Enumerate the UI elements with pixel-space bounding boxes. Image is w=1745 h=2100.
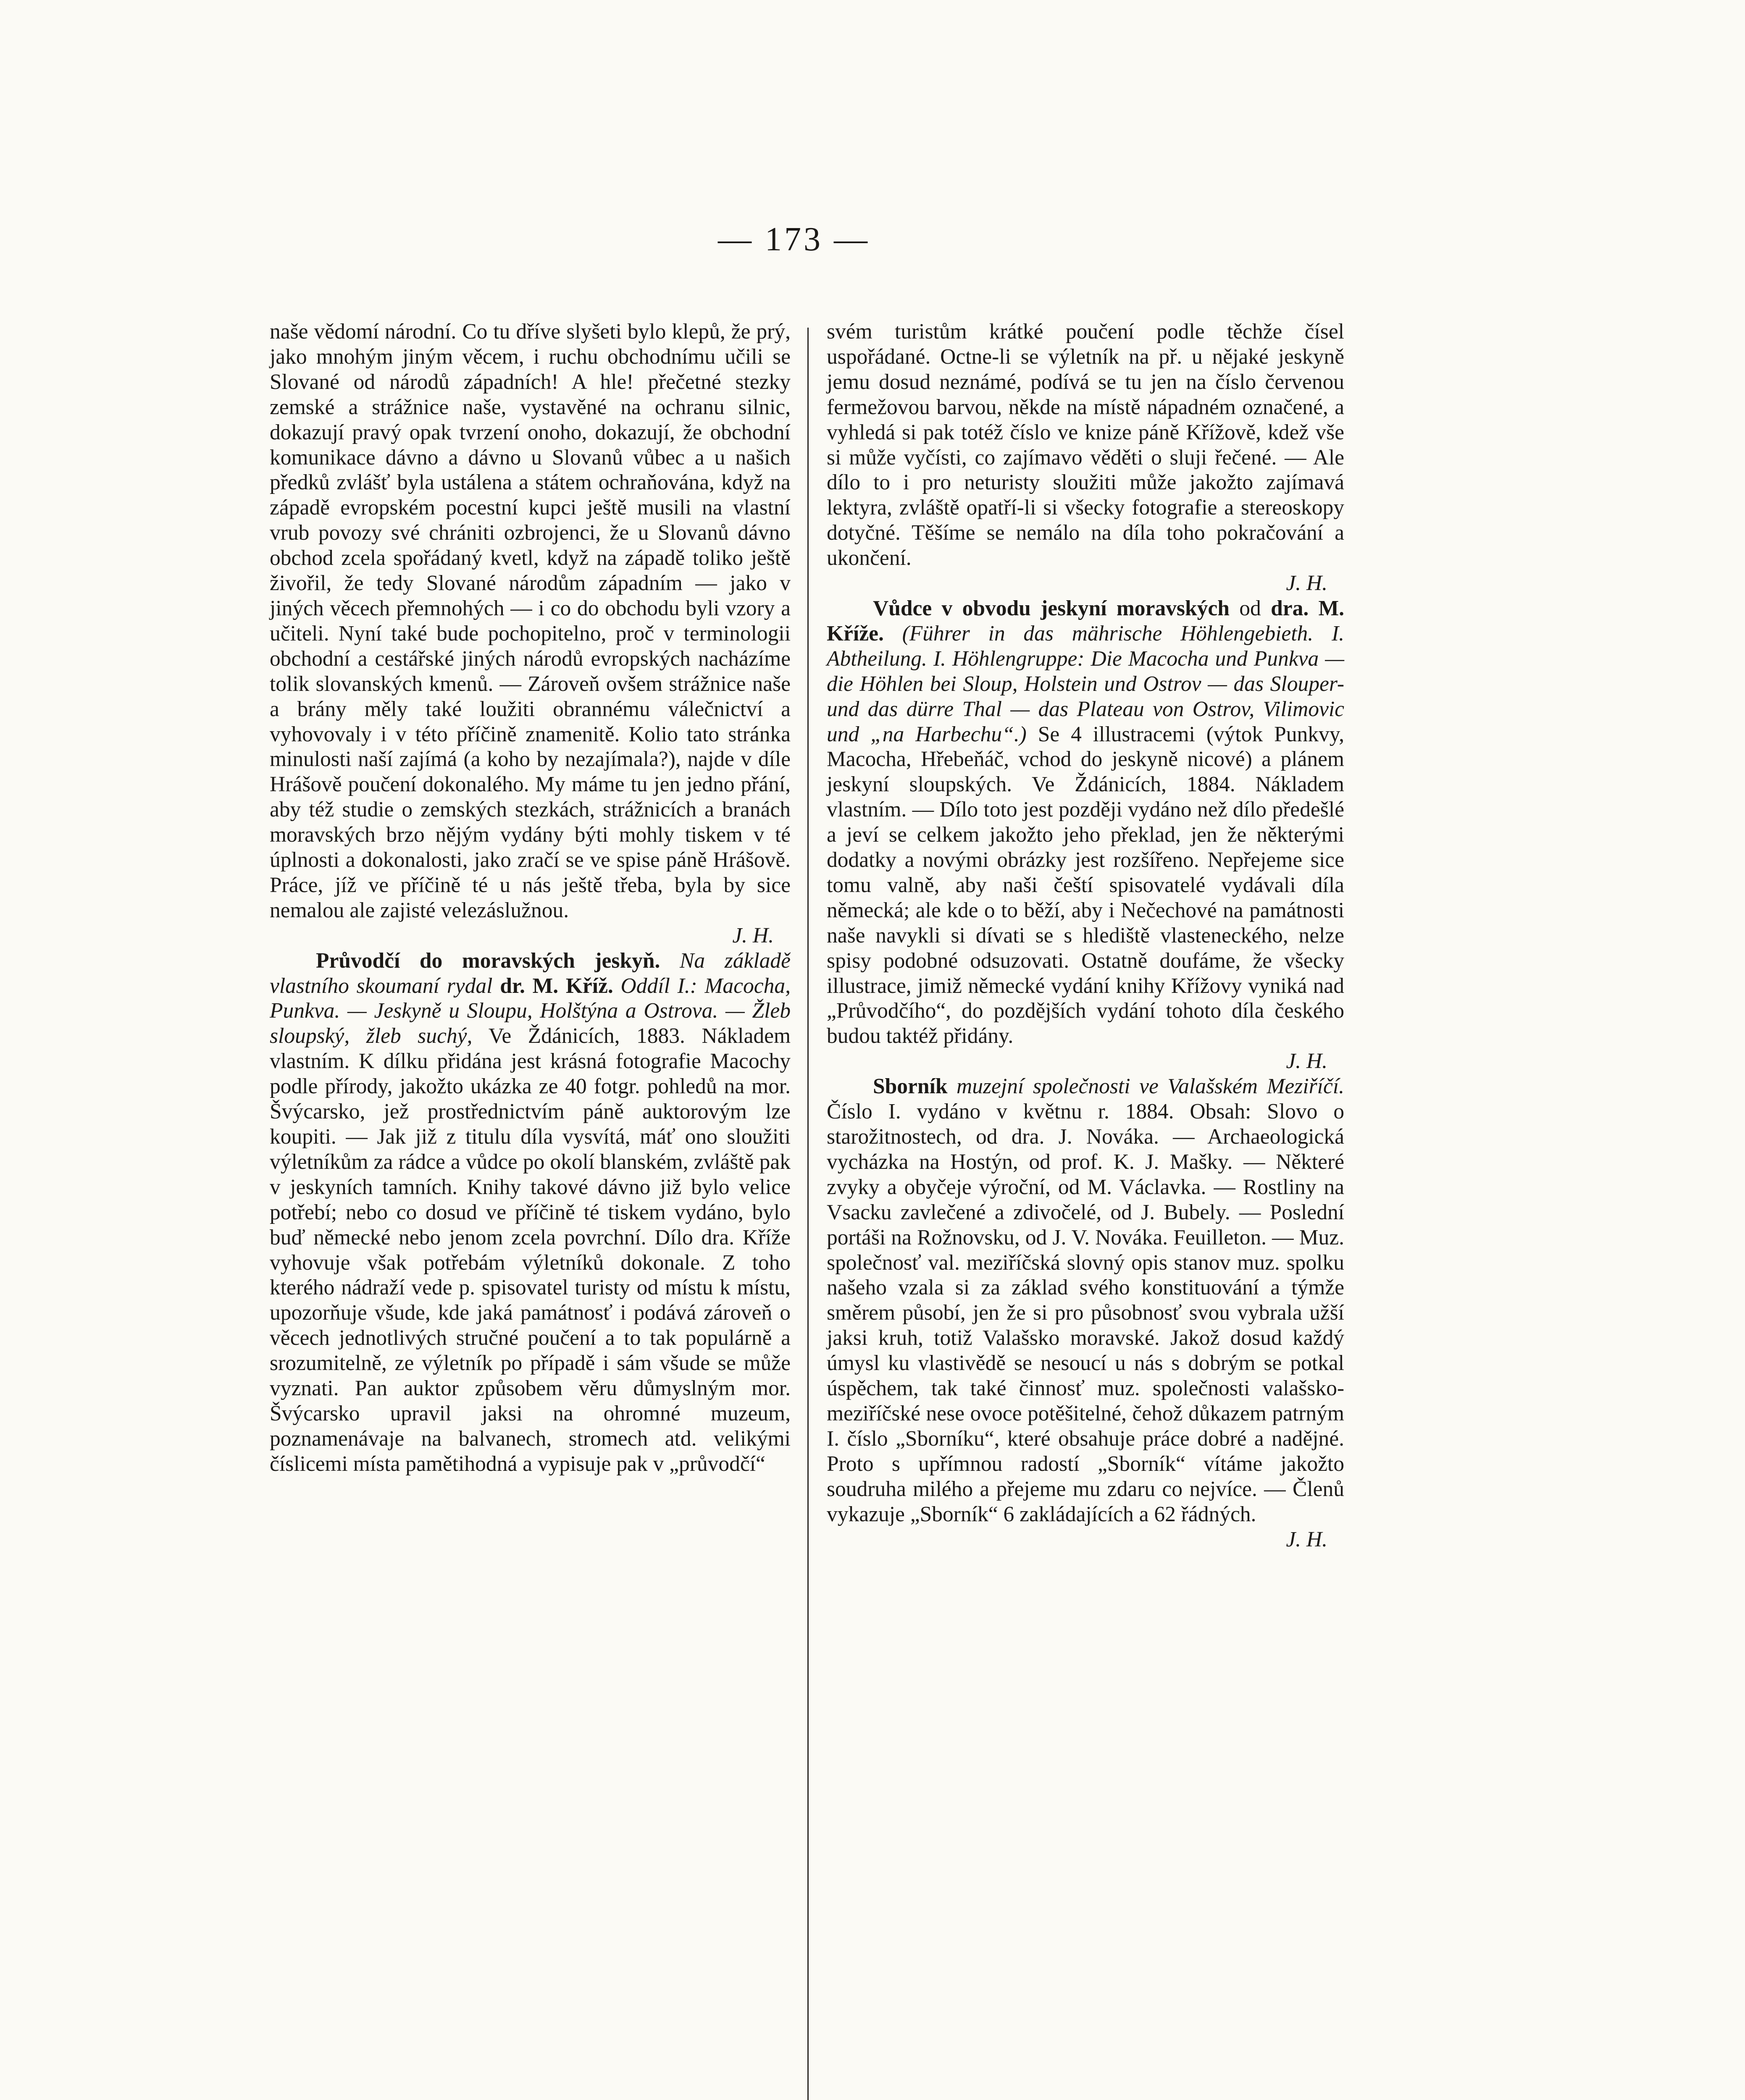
signature: J. H. xyxy=(1286,1049,1327,1074)
review-text: Se 4 illustracemi (výtok Punkvy, Macocha, Hřebeňáč, vchod do jeskyně nicové) a plánem jeskyní sloupských. Ve Ždánicích, 1884. Nákladem vlastním. — Dílo toto jest později vydáno než dílo předešlé a jeví se celkem jakožto jeho překlad, jen že některými dodatky a novými obrázky jest rozšířeno. Nepřejeme sice tomu valně, aby naši čeští spisovatelé vydávali díla německá; ale kde o to běží, aby i Nečechové na památnosti naše navykli si dívati se s hlediště vlasteneckého, nelze spisy podobné odsuzovati. Ostatně doufáme, že všecky illustrace, jimiž německé vydání knihy Křížovy vyniká nad „Průvodčího“, do pozdějších vydání tohoto díla českého budou taktéž přidány. xyxy=(827,722,1344,1048)
left-column xyxy=(270,319,791,1477)
review-hras-continuation xyxy=(270,319,791,948)
review-title: Průvodčí do moravských jeskyň. xyxy=(316,948,660,973)
review-text: Ve Ždánicích, 1883. Nákladem vlastním. K dílku přidána jest krásná fotografie Macochy podle přírody, jakožto ukázka ze 40 fotgr. pohledů na mor. Švýcarsko, jež prostřednictvím páně auktorovým lze koupiti. — Jak již z titulu díla vysvítá, máť ono sloužiti výletníkům za rádce a vůdce po okolí blanském, zvláště pak v jeskyních tamních. Knihy takové dávno již bylo velice potřebí; nebo co dosud ve příčině té tiskem vydáno, bylo buď německé nebo jenom zcela povrchní. Dílo dra. Kříže vyhovuje však potřebám výletníků dokonale. Z toho kterého nádraží vede p. spisovatel turisty od místu k místu, upozorňuje všude, kde jaká památnosť i podává zároveň o věcech jednotlivých stručné poučení a to tak populárně a srozumitelně, ze výletník po případě i sám všude se může vyznati. Pan auktor způsobem věru důmyslným mor. Švýcarsko upravil jaksi na ohromné muzeum, poznamenávaje na balvanech, stromech atd. velikými číslicemi místa pamětihodná a vypisuje pak v „průvodčí“ xyxy=(270,1024,791,1476)
review-subtitle: Na základě vlastního skoumaní rydal xyxy=(270,948,791,998)
review-pruvodci-text: svém turistům krátké poučení podle těchže čísel uspořádané. Octne-li se výletník na př. u nějaké jeskyně jemu dosud neznámé, podívá se tu jen na číslo červenou fermežovou barvou, někde na místě nápadném označené, a vyhledá si pak totéž číslo ve knize páně Křížově, kdež vše si může vyčísti, co zajímavo věděti o sluji řečené. — Ale dílo to i pro neturisty sloužiti může jakožto zajímavá lektyra, zvláště opatří-li si všecky fotografie a stereoskopy dotyčné. Těšíme se nemálo na díla toho pokračování a ukončení. xyxy=(827,320,1344,570)
column-divider xyxy=(807,328,809,2100)
signature: J. H. xyxy=(1286,1527,1327,1551)
review-german-title: (Führer in das mährische Höhlengebieth. I. Abtheilung. I. Höhlengruppe: Die Macocha und Punkva — die Höhlen bei Sloup, Holstein und Ostrov — das Slouper- und das dürre Thal — das Plateau von Ostrov, Vilimovic und „na Harbechu“.) xyxy=(827,621,1344,746)
review-text: Číslo I. vydáno v květnu r. 1884. Obsah: Slovo o starožitnostech, od dra. J. Nováka. — Archaeologická vycházka na Hostýn, od prof. K. J. Mašky. — Některé zvyky a obyčeje výroční, od M. Václavka. — Rostliny na Vsacku zavlečené a zdivočelé, od J. Bubely. — Poslední portáši na Rožnovsku, od J. V. Nováka. Feuilleton. — Muz. společnosť val. meziříčská slovný opis stanov muz. spolku našeho vzala si za základ svého konstituování a týmže směrem působí, jen že si pro působnosť svou vybrala užší jaksi kruh, totiž Valašsko moravské. Jakož dosud každý úmysl ku vlastivědě se nesoucí u nás s dobrým se potkal úspěchem, tak také činnosť muz. společnosti valašsko-meziříčské nese ovoce potěšitelné, čehož důkazem patrným I. číslo „Sborníku“, které obsahuje práce dobré a nadějné. Proto s upřímnou radostí „Sborník“ vítáme jakožto soudruha milého a přejeme mu zdaru co nejvíce. — Členů vykazuje „Sborník“ 6 zakládajících a 62 řádných. xyxy=(827,1100,1344,1526)
review-title: Sborník xyxy=(873,1074,948,1099)
signature: J. H. xyxy=(1286,571,1327,596)
review-pruvodci xyxy=(270,948,791,1477)
review-sbornik xyxy=(827,1074,1344,1552)
review-pruvodci-continuation xyxy=(827,319,1344,596)
page-number: — 173 — xyxy=(718,221,870,258)
review-vudce xyxy=(827,596,1344,1074)
review-subtitle: muzejní společnosti ve Valašském Meziříčí. xyxy=(957,1074,1344,1099)
review-title: Vůdce v obvodu jeskyní moravských xyxy=(873,596,1230,620)
review-contents: Oddíl I.: Macocha, Punkva. — Jeskyně u Sloupu, Holštýna a Ostrova. — Žleb sloupský, žleb suchý, xyxy=(270,974,791,1048)
right-column xyxy=(827,319,1344,1552)
review-author: dra. M. Kříže. xyxy=(827,596,1345,646)
review-author-prefix: od xyxy=(1239,596,1261,620)
review-hras-text: naše vědomí národní. Co tu dříve slyšeti bylo klepů, že prý, jako mnohým jiným věcem, i ruchu obchodnímu učili se Slované od národů západních! A hle! přečetné stezky zemské a strážnice naše, vystavěné na ochranu silnic, dokazují pravý opak tvrzení onoho, dokazují, že obchodní komunikace dávno a dávno u Slovanů vůbec a u našich předků zvlášť byla ustálena a státem ochraňována, když na západě evropském pocestní kupci ještě musili na vlastní vrub povozy své chrániti ozbrojenci, že u Slovanů dávno obchod zcela spořádaný kvetl, když na západě toliko ještě živořil, že tedy Slované národům západním — jako v jiných věcech přemnohých — i co do obchodu byli vzory a učiteli. Nyní také bude pochopitelno, proč v terminologii obchodní a cestářské jiných národů evropských nacházíme tolik slovanských kmenů. — Zároveň ovšem strážnice naše a brány měly také loužiti obrannému válečnictví a vyhovovaly i v této příčině znamenitě. Kolio tato stránka minulosti naší zajímá (a koho by nezajímala?), najde v díle Hrášově poučení dokonalého. My máme tu jen jedno přání, aby též studie o zemských stezkách, strážnicích a branách moravských brzo nějým vydány býti mohly tiskem v té úplnosti a dokonalosti, jako zračí se ve spise páně Hrášově. Práce, jíž ve příčině té u nás ještě třeba, byla by sice nemalou ale zajisté velezáslužnou. xyxy=(270,320,791,922)
signature: J. H. xyxy=(732,923,774,948)
review-author: dr. M. Kříž. xyxy=(500,974,613,998)
